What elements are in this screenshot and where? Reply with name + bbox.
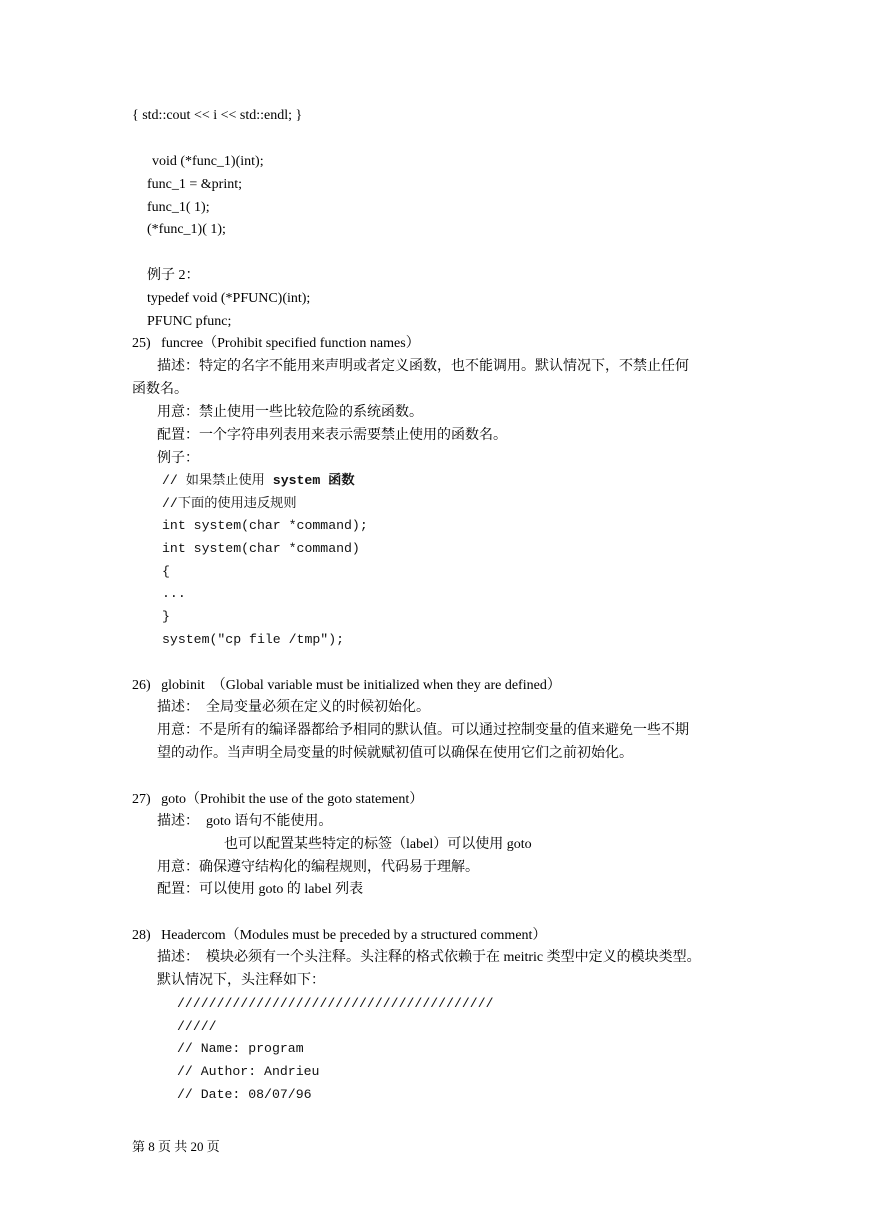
code-line: ///// (177, 1019, 217, 1034)
example-label: 例子 2： (147, 268, 200, 283)
code-line: int system(char *command); (162, 518, 368, 533)
code-line: typedef void (*PFUNC)(int); (147, 291, 311, 306)
page-footer: 第 8 页 共 20 页 (132, 1139, 220, 1154)
code-line: (*func_1)( 1); (147, 222, 226, 237)
code-line: void (*func_1)(int); (152, 154, 264, 169)
paragraph-line: 描述： 全局变量必须在定义的时候初始化。 (157, 700, 430, 715)
code-line: // Date: 08/07/96 (177, 1087, 312, 1102)
paragraph-line: 配置：可以使用 goto 的 label 列表 (157, 882, 364, 897)
paragraph-line: 用意：确保遵守结构化的编程规则，代码易于理解。 (157, 860, 479, 875)
code-line: func_1( 1); (147, 200, 210, 215)
code-line: //下面的使用违反规则 (162, 496, 297, 511)
paragraph-line: 描述： goto 语句不能使用。 (157, 814, 333, 829)
code-comment-bold: system 函数 (272, 473, 355, 488)
code-line: PFUNC pfunc; (147, 314, 232, 329)
code-line: int system(char *command) (162, 541, 360, 556)
paragraph-line: 函数名。 (132, 382, 188, 397)
paragraph-line: 用意：不是所有的编译器都给予相同的默认值。可以通过控制变量的值来避免一些不期 (157, 723, 689, 738)
section-heading-26: 26) globinit （Global variable must be initialized when they are defined） (132, 678, 561, 693)
paragraph-line: 描述：特定的名字不能用来声明或者定义函数，也不能调用。默认情况下，不禁止任何 (157, 359, 689, 374)
code-line: func_1 = &print; (147, 177, 242, 192)
paragraph-line: 配置：一个字符串列表用来表示需要禁止使用的函数名。 (157, 428, 507, 443)
code-comment-line (162, 472, 355, 490)
code-line: system("cp file /tmp"); (162, 632, 345, 647)
section-heading-25: 25) funcree（Prohibit specified function names） (132, 336, 420, 351)
section-heading-28: 28) Headercom（Modules must be preceded by a structured comment） (132, 928, 547, 943)
code-line: //////////////////////////////////////// (177, 996, 494, 1011)
paragraph-line: 也可以配置某些特定的标签（label）可以使用 goto (224, 837, 532, 852)
code-line: // Name: program (177, 1041, 304, 1056)
section-heading-27: 27) goto（Prohibit the use of the goto statement） (132, 792, 424, 807)
code-line: ... (162, 586, 186, 601)
code-line: // Author: Andrieu (177, 1064, 320, 1079)
example-label: 例子： (157, 451, 199, 466)
code-line: { std::cout << i << std::endl; } (132, 108, 303, 123)
paragraph-line: 默认情况下，头注释如下： (157, 973, 325, 988)
paragraph-line: 用意：禁止使用一些比较危险的系统函数。 (157, 405, 423, 420)
code-comment-text: // 如果禁止使用 (162, 473, 273, 488)
code-line: { (162, 564, 170, 579)
paragraph-line: 描述： 模块必须有一个头注释。头注释的格式依赖于在 meitric 类型中定义的模块类型。 (157, 950, 701, 965)
paragraph-line: 望的动作。当声明全局变量的时候就赋初值可以确保在使用它们之前初始化。 (157, 746, 633, 761)
code-line: } (162, 609, 170, 624)
